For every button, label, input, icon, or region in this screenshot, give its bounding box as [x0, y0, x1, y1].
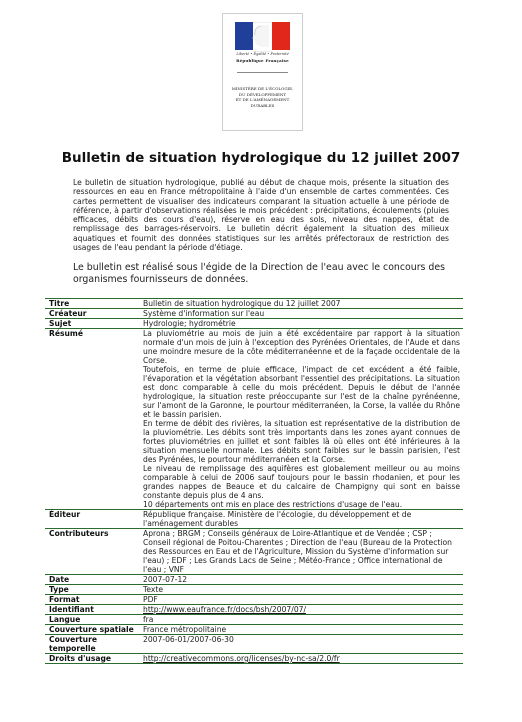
republic-motto: Liberté • Égalité • Fraternité [236, 52, 289, 56]
republic-name: République Française [236, 58, 289, 63]
metadata-label: Langue [45, 615, 139, 625]
metadata-row-type [45, 585, 463, 595]
metadata-label: Titre [45, 299, 139, 309]
metadata-row-format [45, 595, 463, 605]
ministry-line: DURABLES [250, 102, 275, 108]
summary-text [139, 329, 463, 510]
metadata-label: Droits d'usage [45, 654, 139, 664]
ministry-line: MINISTÈRE DE L'ÉCOLOGIE, [231, 86, 294, 91]
metadata-table [45, 298, 463, 664]
metadata-label: Format [45, 595, 139, 605]
summary-paragraph: En terme de débit des rivières, la situation est représentative de la distribution de la pluviométrie. Les débits sont très importants dans les zones ayant connues de fortes pluviométries en juillet et sont faibles là où elles ont été inférieures à la situation mensuelle normale. Les débits sont faibles sur le bassin parisien, l'est des Pyrénées, le pourtour méditerranéen et la Corse. [143, 419, 460, 464]
metadata-row-couverture-temporelle [45, 635, 463, 654]
ministry-logo [222, 13, 303, 131]
metadata-row-editeur [45, 510, 463, 529]
ministry-line: DU DÉVELOPPEMENT [238, 91, 287, 97]
ministry-name [227, 86, 298, 108]
metadata-value: Texte [139, 585, 463, 595]
summary-paragraph: La pluviométrie au mois de juin a été excédentaire par rapport à la situation normale d'un mois de juin à l'exception des Pyrénées Orientales, de l'Aude et dans une moindre mesure de la côte méditerranéenne et de la façade occidentale de la Corse. [143, 329, 460, 365]
ministry-line: ET DE L'AMÉNAGEMENT [235, 97, 290, 102]
metadata-label: Contributeurs [45, 529, 139, 575]
metadata-row-sujet [45, 319, 463, 329]
metadata-row-couverture-spatiale [45, 625, 463, 635]
metadata-row-titre [45, 299, 463, 309]
summary-paragraph: Toutefois, en terme de pluie efficace, l'impact de cet excédent a été faible, l'évaporation et la végétation absorbant l'essentiel des précipitations. La situation est donc comparable à celle du mois précédent. Depuis le début de l'année hydrologique, la situation reste préoccupante sur l'est de la chaîne pyrénéenne, sur l'amont de la Garonne, le pourtour méditerranéen, la Corse, la vallée du Rhône et le bassin parisien. [143, 365, 460, 419]
metadata-row-resume [45, 329, 463, 510]
metadata-value [139, 654, 463, 664]
metadata-value: Système d'information sur l'eau [139, 309, 463, 319]
metadata-label: Résumé [45, 329, 139, 510]
metadata-label: Sujet [45, 319, 139, 329]
summary-paragraph: Le niveau de remplissage des aquifères est globalement meilleur ou au moins comparable à celui de 2006 sauf toujours pour le bassin rhodanien, et pour les grandes nappes de Beauce et du calcaire de Champigny qui sont en baisse constante depuis plus de 4 ans. [143, 464, 460, 500]
intro-paragraph: Le bulletin de situation hydrologique, publié au début de chaque mois, présente la situation des ressources en eau en France métropolitaine à l'aide d'un ensemble de cartes commentées. Ces cartes permettent de visualiser des indicateurs comparant la situation actuelle à une période de référence, à partir d'observations réalisées le mois précédent : précipitations, écoulements (pluies efficaces, débits des cours d'eau), réserve en eau des sols, niveau des nappes, état de remplissage des barrages-réservoirs. Le bulletin décrit également la situation des milieux aquatiques et fournit des données statistiques sur les arrêtés préfectoraux de restriction des usages de l'eau pendant la période d'étiage. [73, 178, 449, 253]
metadata-value: 2007-06-01/2007-06-30 [139, 635, 463, 654]
logo-divider [237, 72, 288, 73]
summary-paragraph: 10 départements ont mis en place des restrictions d'usage de l'eau. [143, 500, 403, 509]
lead-paragraph: Le bulletin est réalisé sous l'égide de la Direction de l'eau avec le concours des organismes fournisseurs de données. [73, 262, 446, 285]
metadata-row-droits [45, 654, 463, 664]
license-link[interactable]: http://creativecommons.org/licenses/by-nc-sa/2.0/fr [143, 654, 340, 663]
metadata-label: Éditeur [45, 510, 139, 529]
metadata-value: Aprona ; BRGM ; Conseils généraux de Loire-Atlantique et de Vendée ; CSP ; Conseil régional de Poitou-Charentes ; Direction de l'eau (Bureau de la Protection des Ressources en Eau et de l'Agriculture, Mission du Système d'information sur l'eau) ; EDF ; Les Grands Lacs de Seine ; Météo-France ; Office international de l'eau ; VNF [139, 529, 463, 575]
identifier-link[interactable]: http://www.eaufrance.fr/docs/bsh/2007/07/ [143, 605, 307, 614]
metadata-value: fra [139, 615, 463, 625]
metadata-value: Bulletin de situation hydrologique du 12 juillet 2007 [139, 299, 463, 309]
metadata-label: Couverture spatiale [45, 625, 139, 635]
marianne-profile-icon [247, 23, 271, 49]
metadata-row-createur [45, 309, 463, 319]
metadata-value: PDF [139, 595, 463, 605]
metadata-row-langue [45, 615, 463, 625]
metadata-label: Créateur [45, 309, 139, 319]
metadata-row-identifiant [45, 605, 463, 615]
metadata-label: Couverture temporelle [45, 635, 139, 654]
metadata-value: 2007-07-12 [139, 575, 463, 585]
metadata-label: Identifiant [45, 605, 139, 615]
document-title: Bulletin de situation hydrologique du 12 juillet 2007 [61, 150, 461, 166]
metadata-row-contributeurs [45, 529, 463, 575]
metadata-row-date [45, 575, 463, 585]
metadata-value: République française. Ministère de l'écologie, du développement et de l'aménagement durables [139, 510, 463, 529]
metadata-value: France métropolitaine [139, 625, 463, 635]
metadata-label: Date [45, 575, 139, 585]
metadata-value: Hydrologie; hydrométrie [139, 319, 463, 329]
metadata-value [139, 605, 463, 615]
metadata-label: Type [45, 585, 139, 595]
